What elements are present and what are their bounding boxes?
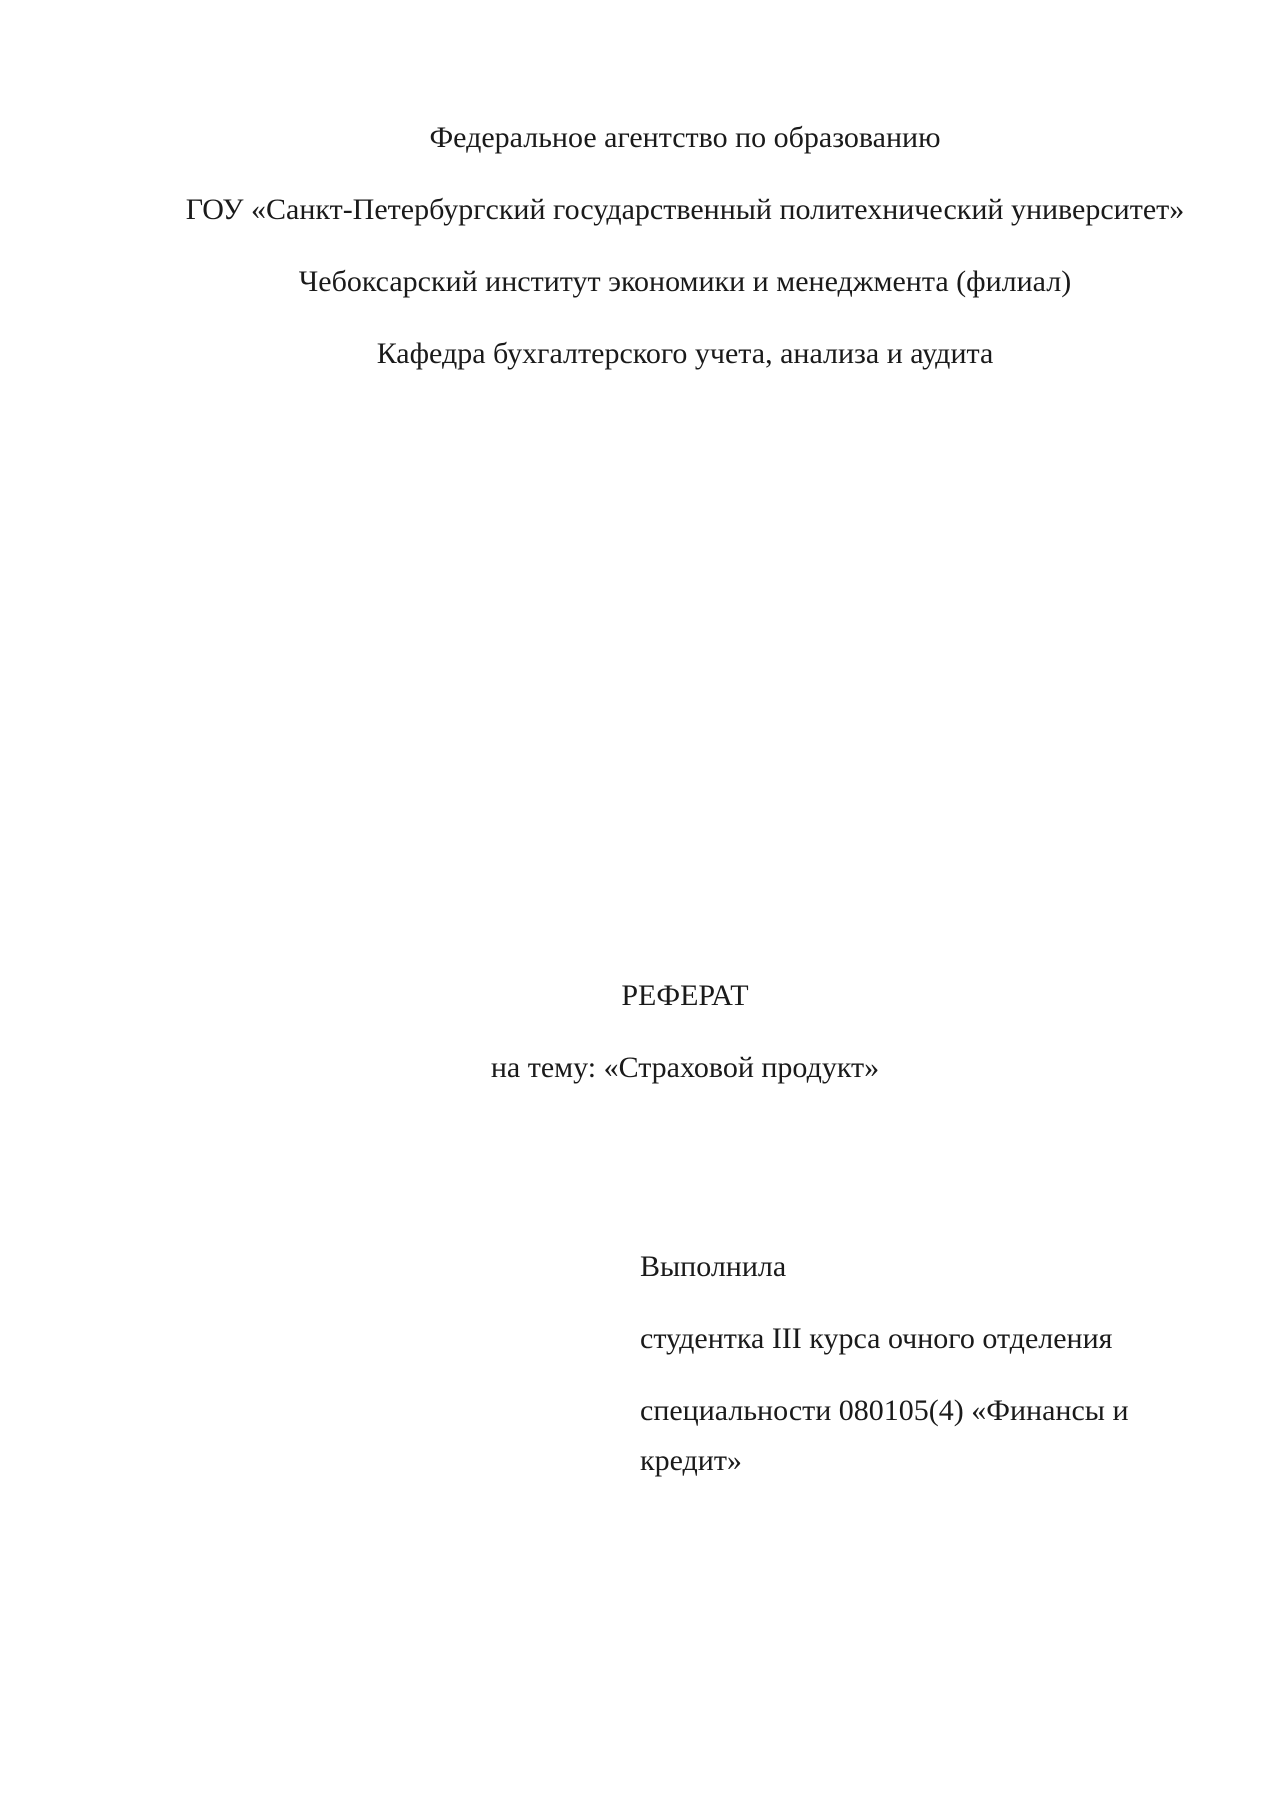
- performed-by-label: Выполнила: [640, 1250, 787, 1283]
- topic-line: на тему: «Страховой продукт»: [490, 1051, 880, 1084]
- department-line: Кафедра бухгалтерского учета, анализа и аудита: [376, 337, 994, 370]
- institute-line: Чебоксарский институт экономики и менеджмента (филиал): [298, 265, 1072, 298]
- student-line: студентка III курса очного отделения: [640, 1322, 1113, 1355]
- document-type-title: РЕФЕРАТ: [621, 979, 749, 1012]
- specialty-line: специальности 080105(4) «Финансы и кредит»: [640, 1394, 1129, 1477]
- agency-line: Федеральное агентство по образованию: [429, 121, 941, 154]
- university-line: ГОУ «Санкт-Петербургский государственный политехнический университет»: [185, 193, 1185, 226]
